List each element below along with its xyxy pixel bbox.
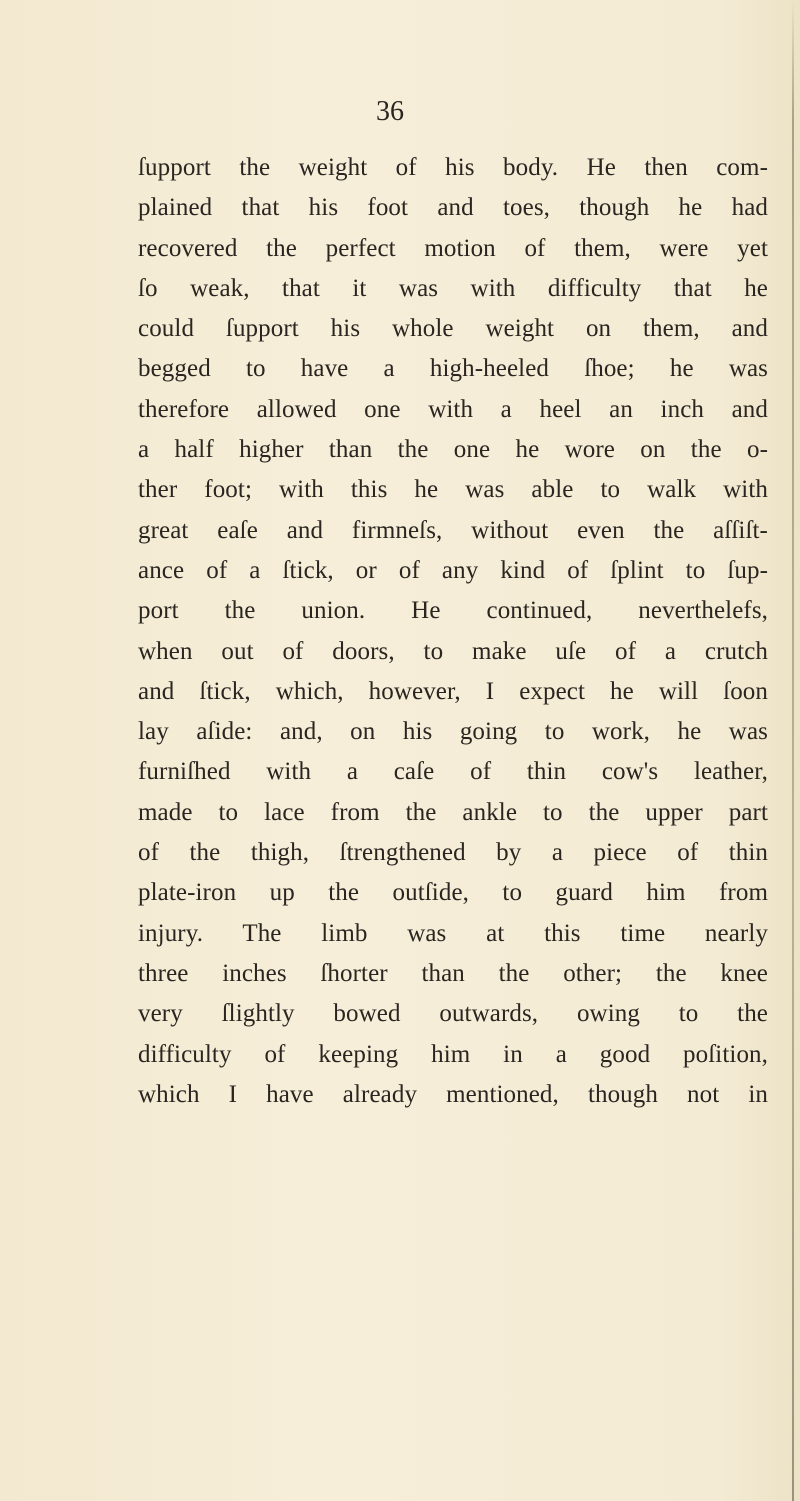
text-line: very ſlightly bowed outwards, owing to the <box>138 1000 768 1028</box>
text-line: of the thigh, ſtrengthened by a piece of thin <box>138 839 768 867</box>
text-line: plate-iron up the outſide, to guard him from <box>138 879 768 907</box>
page-number: 36 <box>376 96 404 127</box>
text-line: lay aſide: and, on his going to work, he was <box>138 718 768 746</box>
body-text <box>138 148 768 1115</box>
text-line: injury. The limb was at this time nearly <box>138 919 768 947</box>
text-line: could ſupport his whole weight on them, and <box>138 315 768 343</box>
text-line: a half higher than the one he wore on the o- <box>138 436 768 464</box>
text-line: when out of doors, to make uſe of a crutch <box>138 637 768 665</box>
text-line: port the union. He continued, neverthelefs, <box>138 597 768 625</box>
text-line: recovered the perfect motion of them, were yet <box>138 234 768 262</box>
text-line: therefore allowed one with a heel an inch and <box>138 395 768 423</box>
text-line: made to lace from the ankle to the upper part <box>138 798 768 826</box>
text-line: three inches ſhorter than the other; the knee <box>138 959 768 987</box>
text-line: difficulty of keeping him in a good poſition, <box>138 1040 768 1068</box>
text-line: and ſtick, which, however, I expect he will ſoon <box>138 677 768 705</box>
text-line: begged to have a high-heeled ſhoe; he was <box>138 355 768 383</box>
page-edge <box>792 0 794 1501</box>
text-line: ſo weak, that it was with difficulty that he <box>138 274 768 302</box>
text-line: plained that his foot and toes, though he had <box>138 194 768 222</box>
text-line: ther foot; with this he was able to walk with <box>138 476 768 504</box>
text-line: ance of a ſtick, or of any kind of ſplint to ſup- <box>138 556 768 584</box>
text-line: ſupport the weight of his body. He then com- <box>138 154 768 181</box>
text-line: great eaſe and firmneſs, without even the aſſiſt- <box>138 516 768 544</box>
text-line: furniſhed with a caſe of thin cow's leather, <box>138 758 768 786</box>
text-line: which I have already mentioned, though not in <box>138 1080 768 1108</box>
